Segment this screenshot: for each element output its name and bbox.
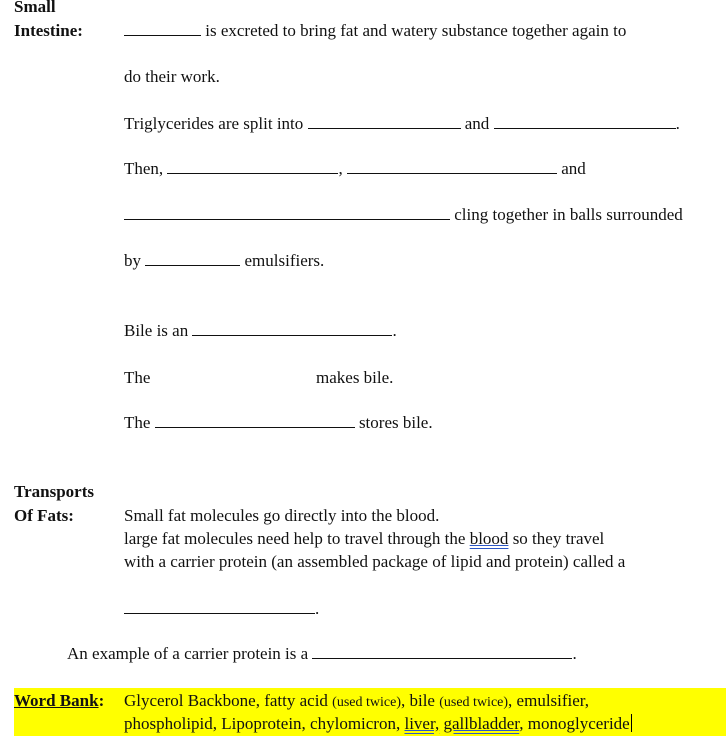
- wb-word-gallbladder: gallbladder: [443, 714, 520, 733]
- blank-triglyceride-2: [494, 114, 676, 129]
- si-bile-period: .: [392, 321, 397, 340]
- section-heading-intestine: Intestine:: [14, 21, 83, 40]
- si-line-6-by: by: [124, 251, 141, 270]
- wb-note-used-twice-1: (used twice): [332, 695, 401, 710]
- si-line-4-comma: ,: [338, 159, 343, 178]
- wb-line-1-a: Glycerol Backbone, fatty acid: [124, 691, 328, 710]
- blank-then-3: [124, 205, 450, 220]
- si-makes-bile-a: The: [124, 368, 151, 387]
- tf-line-4-period: .: [315, 599, 320, 618]
- text-cursor: [631, 714, 632, 732]
- word-bank-line-1: [124, 691, 589, 713]
- si-line-1-text: is excreted to bring fat and watery substance together again to: [205, 21, 627, 40]
- si-line-1: [124, 21, 626, 41]
- section-heading-small: Small: [14, 0, 56, 16]
- wb-line-2-b: , monoglyceride: [519, 714, 630, 733]
- blank-bile-is-an: [192, 321, 392, 336]
- tf-line-4: [124, 599, 319, 619]
- word-bank-title: [14, 691, 104, 711]
- blank-by: [145, 251, 240, 266]
- blank-stores-bile: [155, 413, 355, 428]
- wb-line-1-c: , emulsifier,: [508, 691, 590, 710]
- blank-example: [312, 644, 572, 659]
- si-line-4: [124, 159, 586, 179]
- si-line-3-text-a: Triglycerides are split into: [124, 114, 304, 133]
- word-bank-title-text: Word Bank: [14, 691, 99, 710]
- si-line-3: [124, 114, 680, 134]
- blank-carrier-protein: [124, 599, 315, 614]
- si-line-5-text: cling together in balls surrounded: [454, 205, 683, 224]
- tf-line-3: with a carrier protein (an assembled package of lipid and protein) called a: [124, 552, 626, 571]
- tf-line-2-text-b: so they travel: [512, 529, 605, 548]
- si-line-4-and: and: [561, 159, 586, 178]
- tf-line-2: [124, 529, 604, 549]
- si-line-6: [124, 251, 324, 271]
- wb-word-liver: liver,: [404, 714, 440, 733]
- si-bile-line: [124, 321, 397, 341]
- si-line-3-period: .: [675, 114, 680, 133]
- blank-then-1: [167, 159, 338, 174]
- si-line-2: do their work.: [124, 67, 220, 86]
- blank-then-2: [347, 159, 557, 174]
- word-bank-line-2: [124, 714, 632, 734]
- si-makes-bile-b: makes bile.: [316, 368, 394, 387]
- si-bile-text: Bile is an: [124, 321, 189, 340]
- section-heading-transports: Transports: [14, 482, 94, 501]
- word-bank-colon: :: [98, 691, 105, 710]
- wb-line-1-b: , bile: [400, 691, 435, 710]
- si-stores-text-b: stores bile.: [358, 413, 433, 432]
- tf-line-1: Small fat molecules go directly into the blood.: [124, 506, 440, 525]
- tf-example-text: An example of a carrier protein is a: [67, 644, 309, 663]
- blank-triglyceride-1: [308, 114, 461, 129]
- wb-line-2-a: phospholipid, Lipoprotein, chylomicron,: [124, 714, 401, 733]
- section-heading-of-fats: Of Fats:: [14, 506, 74, 525]
- si-stores-text-a: The: [124, 413, 151, 432]
- blank-bile-excreted: [124, 21, 201, 36]
- si-line-4-then: Then,: [124, 159, 164, 178]
- wb-note-used-twice-2: (used twice): [439, 695, 509, 710]
- tf-example-line: [67, 644, 577, 664]
- si-line-3-and: and: [464, 114, 490, 133]
- tf-blood-word: blood: [469, 529, 509, 548]
- si-line-5: [124, 205, 683, 225]
- si-stores-bile-line: [124, 413, 433, 433]
- tf-line-2-text-a: large fat molecules need help to travel through the: [124, 529, 466, 548]
- tf-example-period: .: [572, 644, 577, 663]
- si-line-6-text: emulsifiers.: [244, 251, 325, 270]
